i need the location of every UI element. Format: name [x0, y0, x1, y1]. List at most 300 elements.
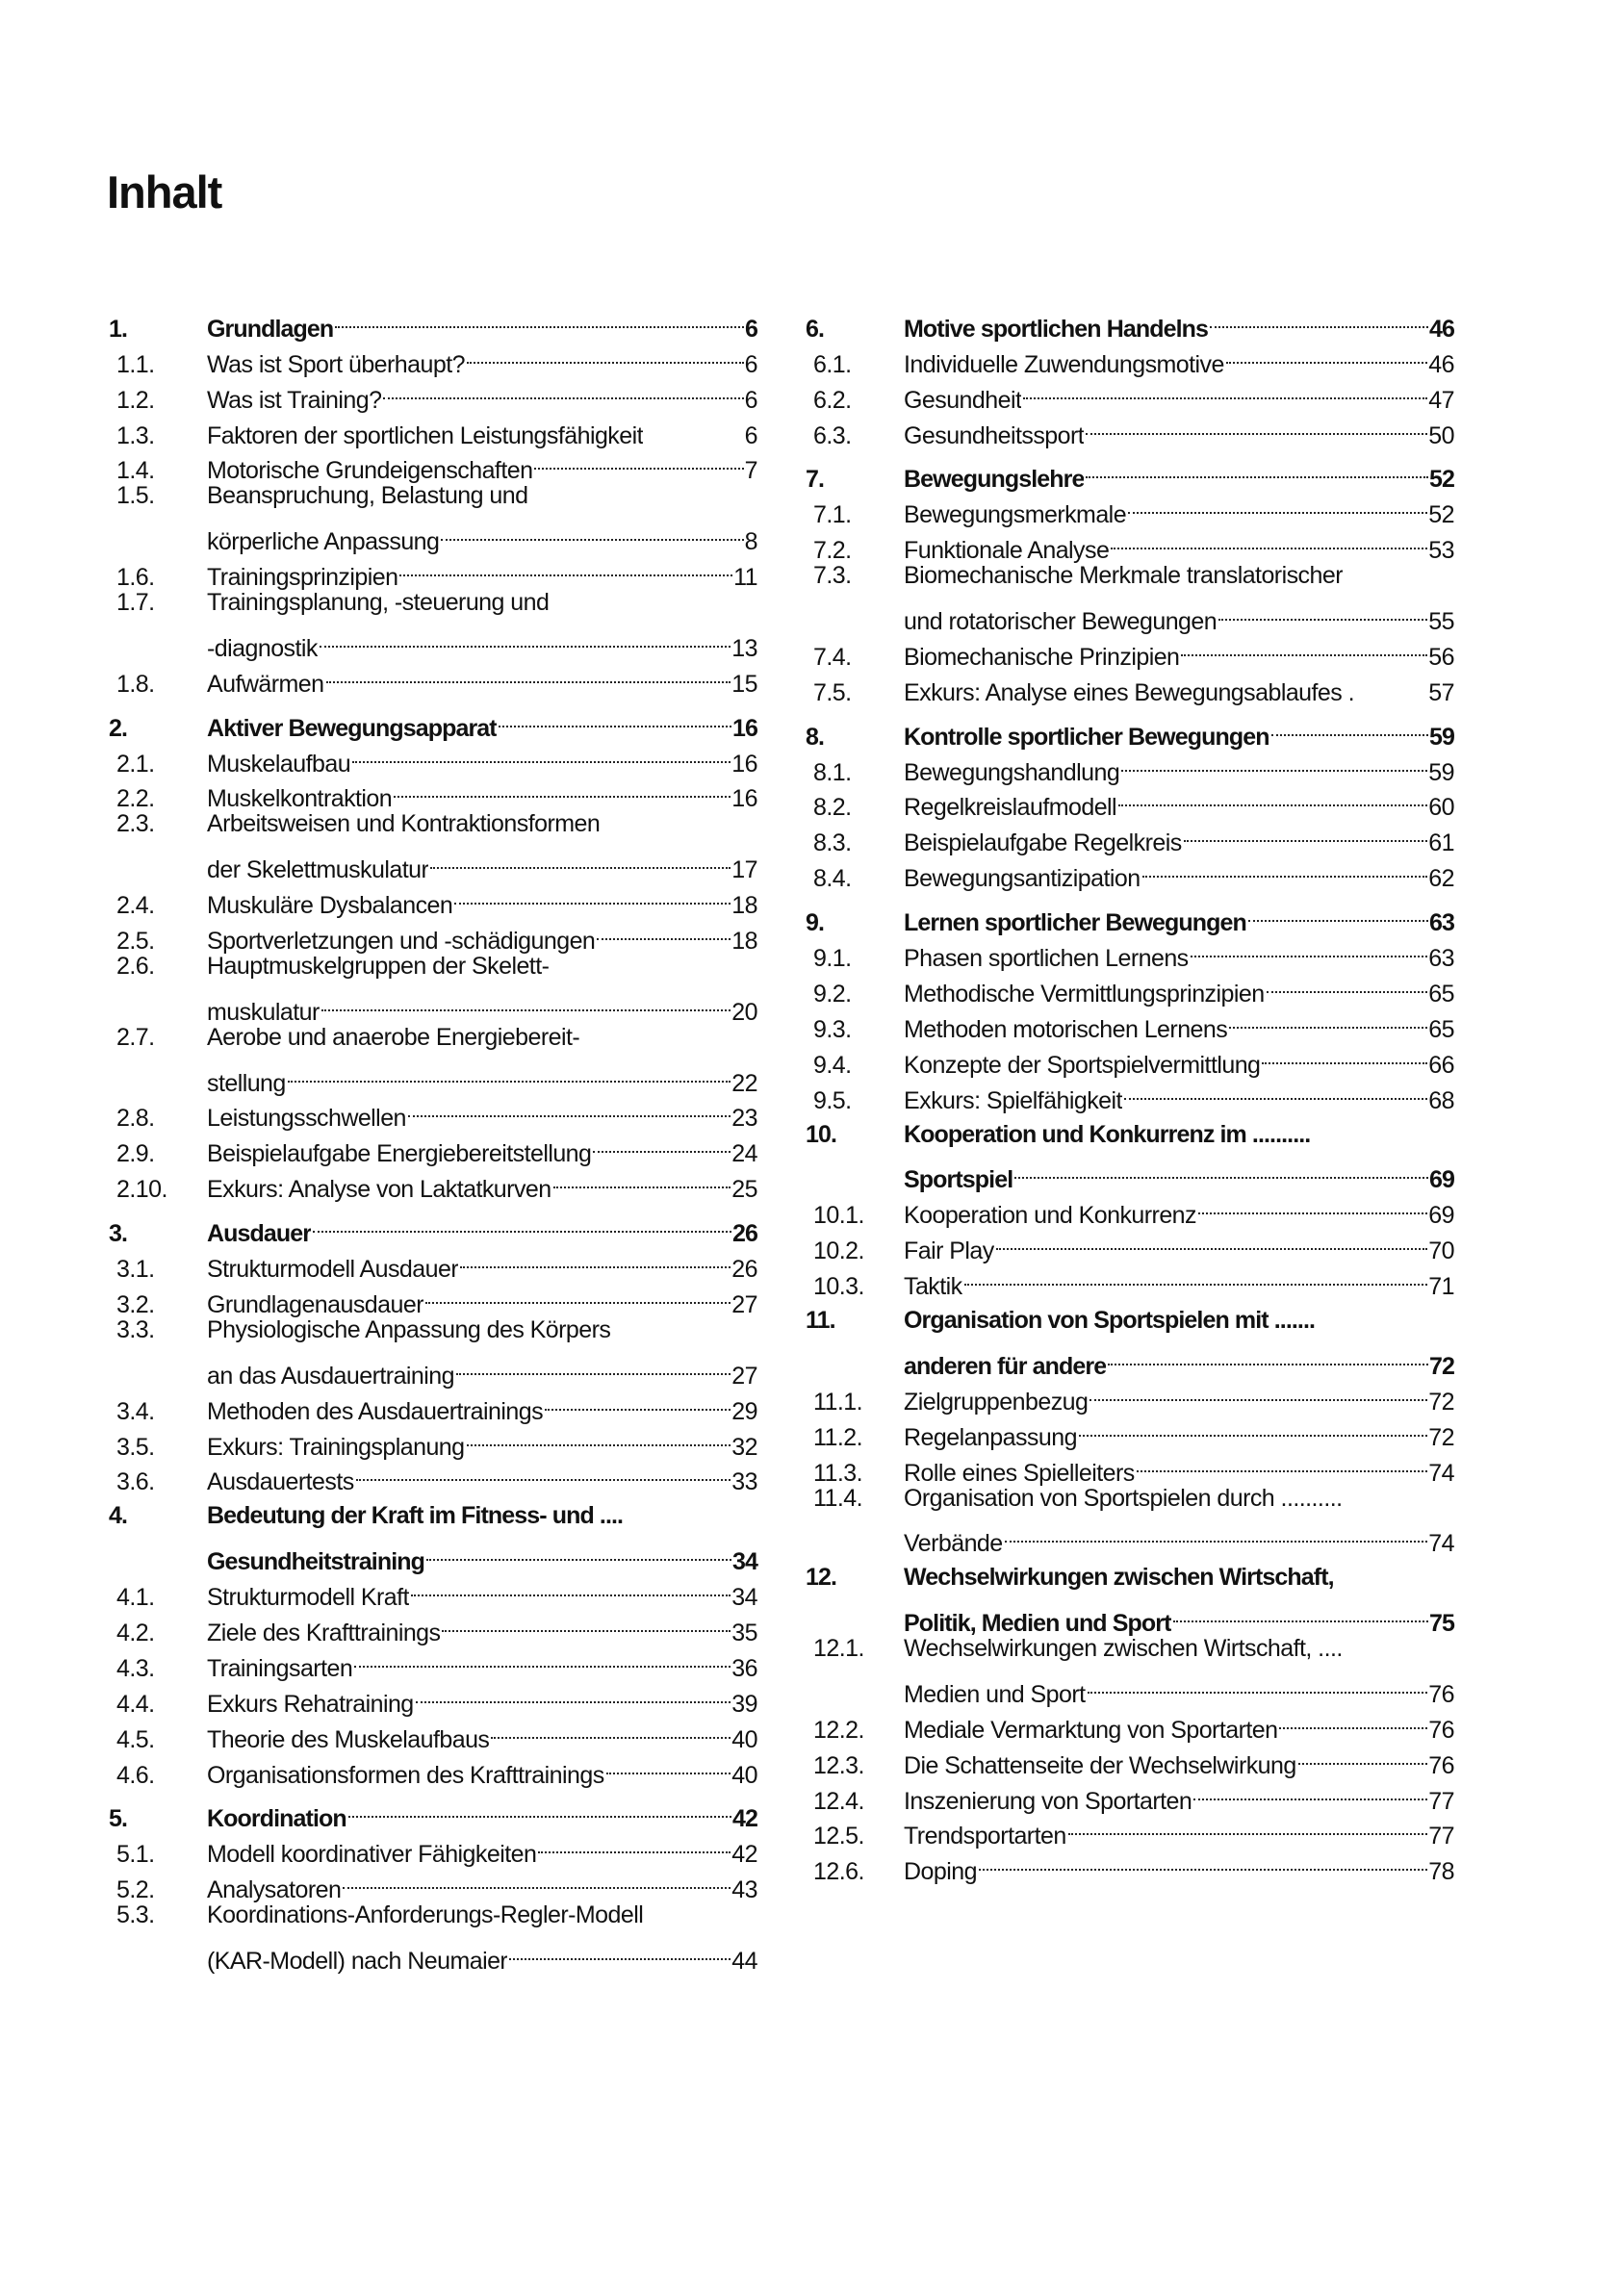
dot-leader [532, 444, 744, 479]
toc-title[interactable]: Theorie des Muskelaufbaus [207, 1725, 490, 1753]
toc-title[interactable]: und rotatorischer Bewegungen [904, 608, 1218, 636]
toc-title[interactable]: Muskelkontraktion [207, 785, 393, 813]
toc-number: 7.2. [813, 537, 852, 565]
toc-page-number[interactable]: 46 [1428, 350, 1454, 378]
dot-leader [962, 1259, 1429, 1294]
toc-title[interactable]: Exkurs Rehatraining [207, 1690, 414, 1718]
toc-title[interactable]: Phasen sportlichen Lernens [904, 945, 1189, 973]
toc-line [806, 1560, 1454, 1595]
toc-title[interactable]: (KAR-Modell) nach Neumaier [207, 1947, 508, 1975]
toc-page-number[interactable]: 59 [1428, 723, 1454, 751]
toc-title[interactable]: Zielgruppenbezug [904, 1388, 1089, 1416]
toc-chapter-entry[interactable] [806, 1560, 1454, 1638]
toc-chapter-entry[interactable] [109, 1206, 757, 1248]
toc-page-number[interactable]: 76 [1428, 1680, 1454, 1708]
toc-number: 6.1. [813, 350, 852, 378]
toc-title[interactable]: Leistungsschwellen [207, 1105, 406, 1133]
toc-chapter-entry[interactable] [109, 1792, 757, 1833]
toc-page-number[interactable]: 42 [731, 1841, 757, 1869]
toc-number: 6.2. [813, 386, 852, 414]
toc-title[interactable]: Motive sportlichen Handelns [904, 315, 1209, 343]
toc-page-number[interactable]: 23 [731, 1105, 757, 1133]
toc-number: 11. [806, 1307, 835, 1335]
toc-number: 12.3. [813, 1751, 864, 1779]
toc-page-number[interactable]: 34 [731, 1584, 757, 1612]
toc-title[interactable]: Rolle eines Spielleiters [904, 1459, 1135, 1487]
toc-title[interactable]: Lernen sportlicher Bewegungen [904, 909, 1246, 937]
toc-number: 7.5. [813, 678, 852, 706]
dot-leader [424, 1534, 732, 1569]
toc-title[interactable]: Regelkreislaufmodell [904, 794, 1117, 822]
toc-title[interactable]: Muskuläre Dysbalancen [207, 892, 453, 920]
toc-number: 1.4. [116, 457, 155, 485]
toc-title[interactable]: Biomechanische Merkmale translatorischer [904, 562, 1343, 590]
dot-leader [465, 337, 745, 372]
dot-leader [333, 301, 745, 337]
dot-leader [1126, 487, 1428, 523]
toc-page-number[interactable]: 25 [731, 1176, 757, 1204]
toc-title[interactable]: Was ist Training? [207, 386, 382, 414]
toc-page-number[interactable]: 15 [731, 670, 757, 698]
toc-page-number[interactable]: 72 [1428, 1388, 1454, 1416]
toc-page-number[interactable]: 78 [1428, 1858, 1454, 1886]
toc-title[interactable]: Muskelaufbau [207, 750, 351, 778]
toc-page-number[interactable]: 50 [1428, 421, 1454, 449]
toc-line [109, 984, 757, 1026]
toc-title[interactable]: Ausdauer [207, 1220, 312, 1248]
toc-page-number[interactable]: 22 [731, 1069, 757, 1097]
toc-section-entry[interactable] [806, 558, 1454, 636]
toc-chapter-entry[interactable] [806, 301, 1454, 343]
toc-chapter-entry[interactable] [806, 709, 1454, 751]
toc-page-number[interactable]: 76 [1428, 1716, 1454, 1744]
toc-page-number[interactable]: 77 [1428, 1787, 1454, 1815]
toc-title[interactable]: Organisation von Sportspielen mit ....... [904, 1307, 1316, 1335]
toc-page-number[interactable]: 69 [1428, 1202, 1454, 1230]
toc-number: 4.6. [116, 1761, 155, 1789]
dot-leader [346, 1792, 732, 1827]
toc-page-number[interactable]: 75 [1428, 1610, 1454, 1638]
toc-page-number[interactable]: 6 [744, 315, 757, 343]
toc-title[interactable]: Methoden motorischen Lernens [904, 1015, 1228, 1043]
toc-page-number[interactable]: 32 [731, 1433, 757, 1461]
toc-title[interactable]: Beanspruchung, Belastung und [207, 482, 528, 510]
toc-number: 2.8. [116, 1105, 155, 1133]
toc-number: 12.5. [813, 1823, 864, 1850]
dot-leader [994, 1223, 1429, 1259]
toc-number: 2.3. [116, 810, 155, 838]
toc-title[interactable]: Bewegungslehre [904, 466, 1085, 494]
toc-title[interactable]: Bedeutung der Kraft im Fitness- und .... [207, 1502, 624, 1530]
toc-number: 3.1. [116, 1256, 155, 1284]
toc-page-number[interactable]: 59 [1428, 758, 1454, 786]
toc-page-number[interactable]: 27 [731, 1362, 757, 1390]
toc-title[interactable]: Aktiver Bewegungsapparat [207, 714, 497, 742]
toc-number: 1.7. [116, 589, 155, 617]
toc-title[interactable]: Was ist Sport überhaupt? [207, 350, 465, 378]
toc-page-number[interactable]: 52 [1428, 466, 1454, 494]
toc-title[interactable]: Methoden des Ausdauertrainings [207, 1397, 544, 1425]
dot-leader [1269, 709, 1429, 745]
toc-page-number[interactable]: 6 [744, 350, 757, 378]
toc-title[interactable]: Trendsportarten [904, 1823, 1066, 1850]
toc-line [806, 594, 1454, 636]
toc-page-number[interactable]: 63 [1428, 909, 1454, 937]
toc-page-number[interactable]: 7 [744, 457, 757, 485]
toc-number: 11.3. [813, 1459, 862, 1487]
toc-chapter-entry[interactable] [806, 1117, 1454, 1194]
dot-leader [1135, 1445, 1429, 1481]
toc-section-entry[interactable] [806, 1481, 1454, 1558]
toc-line [806, 301, 1454, 343]
toc-number: 8.2. [813, 794, 852, 822]
toc-title[interactable]: Koordination [207, 1805, 346, 1833]
toc-page-number[interactable]: 26 [731, 1220, 757, 1248]
dot-leader [406, 1091, 731, 1127]
toc-line [109, 842, 757, 884]
toc-page-number[interactable]: 60 [1428, 794, 1454, 822]
dot-leader [458, 1241, 731, 1277]
toc-title[interactable]: Kooperation und Konkurrenz im .......... [904, 1120, 1311, 1148]
toc-title[interactable]: Gesundheit [904, 386, 1022, 414]
toc-page-number[interactable]: 74 [1428, 1459, 1454, 1487]
toc-number: 9.1. [813, 945, 852, 973]
toc-line [109, 1534, 757, 1576]
toc-title[interactable]: Physiologische Anpassung des Körpers [207, 1315, 611, 1343]
toc-title[interactable]: Strukturmodell Ausdauer [207, 1256, 459, 1284]
dot-leader [465, 1419, 732, 1455]
toc-number: 7.1. [813, 501, 852, 529]
toc-page-number[interactable]: 77 [1428, 1823, 1454, 1850]
toc-page-number[interactable]: 71 [1428, 1273, 1454, 1301]
dot-leader [428, 842, 731, 878]
toc-number: 9.2. [813, 980, 852, 1008]
toc-number: 4.2. [116, 1619, 155, 1646]
dot-leader [1077, 1410, 1428, 1445]
toc-number: 8.4. [813, 865, 852, 893]
toc-title[interactable]: Grundlagenausdauer [207, 1290, 424, 1318]
toc-page-number[interactable]: 17 [731, 856, 757, 884]
toc-line [109, 514, 757, 556]
toc-title[interactable]: Bewegungshandlung [904, 758, 1120, 786]
toc-title[interactable]: der Skelettmuskulatur [207, 856, 429, 884]
toc-line [806, 1339, 1454, 1380]
toc-line [109, 701, 757, 742]
toc-line [806, 1516, 1454, 1558]
toc-page-number[interactable]: 47 [1428, 386, 1454, 414]
toc-number: 1.1. [116, 350, 155, 378]
toc-number: 11.1. [813, 1388, 862, 1416]
toc-page-number[interactable]: 56 [1428, 643, 1454, 671]
toc-number: 2.9. [116, 1140, 155, 1168]
toc-section-entry[interactable] [109, 1898, 757, 1975]
toc-page-number[interactable]: 18 [731, 892, 757, 920]
toc-page-number[interactable]: 34 [731, 1548, 757, 1576]
toc-title[interactable]: Analysatoren [207, 1876, 342, 1904]
toc-section-entry[interactable] [109, 585, 757, 662]
toc-page-number[interactable]: 62 [1428, 865, 1454, 893]
toc-line [109, 1056, 757, 1097]
dot-leader [1189, 931, 1429, 966]
toc-chapter-entry[interactable] [806, 1303, 1454, 1380]
toc-title[interactable]: Bewegungsantizipation [904, 865, 1141, 893]
toc-page-number[interactable]: 65 [1428, 1015, 1454, 1043]
dot-leader [543, 1384, 731, 1419]
dot-leader [536, 1826, 731, 1862]
toc-chapter-entry[interactable] [806, 895, 1454, 937]
toc-page-number[interactable]: 57 [1428, 678, 1454, 706]
toc-line [109, 1348, 757, 1390]
dot-leader [1084, 408, 1428, 444]
toc-number: 12.4. [813, 1787, 864, 1815]
toc-title[interactable]: Fair Play [904, 1237, 994, 1265]
toc-title[interactable]: Inszenierung von Sportarten [904, 1787, 1192, 1815]
toc-page-number[interactable]: 42 [731, 1805, 757, 1833]
toc-section-entry[interactable] [109, 1020, 757, 1097]
toc-page-number[interactable]: 6 [744, 386, 757, 414]
dot-leader [551, 1161, 732, 1197]
toc-title[interactable]: Faktoren der sportlichen Leistungsfähigkeit [207, 421, 644, 449]
toc-title[interactable]: Gesundheitssport [904, 421, 1085, 449]
toc-title[interactable]: Biomechanische Prinzipien [904, 643, 1180, 671]
toc-title[interactable]: Koordinations-Anforderungs-Regler-Modell [207, 1901, 644, 1929]
dot-leader [1260, 1037, 1428, 1073]
toc-title[interactable]: Aerobe und anaerobe Energiebereit- [207, 1023, 580, 1051]
page-title: Inhalt [107, 166, 222, 217]
toc-number: 8.3. [813, 829, 852, 857]
dot-leader [591, 1126, 731, 1161]
toc-chapter-entry[interactable] [806, 452, 1454, 494]
toc-title[interactable]: Grundlagen [207, 315, 334, 343]
toc-page-number[interactable]: 74 [1428, 1530, 1454, 1558]
toc-chapter-entry[interactable] [109, 701, 757, 742]
toc-title[interactable]: muskulatur [207, 998, 320, 1026]
toc-title[interactable]: Exkurs: Trainingsplanung [207, 1433, 465, 1461]
toc-page-number[interactable]: 16 [731, 750, 757, 778]
toc-title[interactable]: Wechselwirkungen zwischen Wirtschaft, .... [904, 1635, 1343, 1663]
toc-number: 12.2. [813, 1716, 864, 1744]
toc-number: 7.4. [813, 643, 852, 671]
toc-line [109, 1898, 757, 1933]
toc-title[interactable]: Ziele des Krafttrainings [207, 1619, 441, 1646]
toc-title[interactable]: körperliche Anpassung [207, 528, 440, 556]
toc-page-number[interactable]: 46 [1428, 315, 1454, 343]
toc-number: 3.6. [116, 1468, 155, 1496]
toc-chapter-entry[interactable] [109, 301, 757, 343]
toc-title[interactable]: stellung [207, 1069, 286, 1097]
toc-page-number[interactable]: 13 [731, 634, 757, 662]
toc-number: 1.8. [116, 670, 155, 698]
toc-number: 11.4. [813, 1484, 862, 1512]
toc-number: 3.5. [116, 1433, 155, 1461]
toc-page-number[interactable]: 18 [731, 928, 757, 956]
dot-leader [381, 372, 744, 408]
toc-page-number[interactable]: 36 [731, 1654, 757, 1682]
toc-title[interactable]: Die Schattenseite der Wechselwirkung [904, 1751, 1296, 1779]
toc-number: 2.2. [116, 785, 155, 813]
toc-section-entry[interactable] [109, 478, 757, 556]
toc-title[interactable]: -diagnostik [207, 634, 318, 662]
toc-title[interactable]: Wechselwirkungen zwischen Wirtschaft, [904, 1564, 1334, 1592]
toc-chapter-entry[interactable] [109, 1498, 757, 1576]
toc-page-number[interactable]: 70 [1428, 1237, 1454, 1265]
toc-title[interactable]: Kontrolle sportlicher Bewegungen [904, 723, 1269, 751]
toc-section-entry[interactable] [109, 806, 757, 884]
dot-leader [1192, 1773, 1428, 1809]
toc-title[interactable]: Konzepte der Sportspielvermittlung [904, 1051, 1261, 1079]
toc-section-entry[interactable] [109, 1313, 757, 1390]
dot-leader [1171, 1595, 1429, 1631]
dot-leader [320, 984, 732, 1020]
toc-page-number[interactable]: 35 [731, 1619, 757, 1646]
toc-title[interactable]: Organisationsformen des Krafttrainings [207, 1761, 604, 1789]
toc-title[interactable]: Ausdauertests [207, 1468, 354, 1496]
dot-leader [977, 1844, 1428, 1879]
dot-leader [1109, 523, 1428, 558]
toc-number: 3.3. [116, 1315, 155, 1343]
dot-leader [1013, 1152, 1429, 1187]
toc-page-number[interactable]: 55 [1428, 608, 1454, 636]
dot-leader [324, 656, 732, 692]
toc-number: 2.10. [116, 1176, 167, 1204]
toc-number: 11.2. [813, 1423, 862, 1451]
dot-leader [1084, 452, 1429, 488]
toc-page-number[interactable]: 65 [1428, 980, 1454, 1008]
toc-page-number[interactable]: 16 [731, 785, 757, 813]
toc-page-number[interactable]: 52 [1428, 501, 1454, 529]
toc-title[interactable]: Bewegungsmerkmale [904, 501, 1127, 529]
toc-number: 10.1. [813, 1202, 864, 1230]
toc-page-number[interactable]: 29 [731, 1397, 757, 1425]
toc-page-number[interactable]: 16 [731, 714, 757, 742]
toc-number: 1.6. [116, 564, 155, 592]
toc-page-number[interactable]: 8 [744, 528, 757, 556]
toc-page-number[interactable]: 69 [1428, 1166, 1454, 1194]
toc-title[interactable]: anderen für andere [904, 1352, 1107, 1380]
toc-title[interactable]: Arbeitsweisen und Kontraktionsformen [207, 810, 601, 838]
toc-title[interactable]: Organisation von Sportspielen durch .......... [904, 1484, 1343, 1512]
dot-leader [352, 1641, 731, 1676]
toc-title[interactable]: Exkurs: Analyse von Laktatkurven [207, 1176, 551, 1204]
toc-number: 2.5. [116, 928, 155, 956]
toc-line [806, 1117, 1454, 1153]
dot-leader [1208, 301, 1429, 337]
toc-title[interactable]: Trainingsarten [207, 1654, 353, 1682]
toc-number: 10.3. [813, 1273, 864, 1301]
toc-line [109, 478, 757, 514]
dot-leader [1119, 745, 1428, 780]
toc-title[interactable]: Beispielaufgabe Energiebereitstellung [207, 1140, 592, 1168]
toc-page-number[interactable]: 61 [1428, 829, 1454, 857]
toc-page-number[interactable]: 40 [731, 1725, 757, 1753]
toc-title[interactable]: Sportspiel [904, 1166, 1013, 1194]
toc-title[interactable]: Hauptmuskelgruppen der Skelett- [207, 953, 550, 981]
toc-page-number[interactable]: 63 [1428, 945, 1454, 973]
toc-title[interactable]: Mediale Vermarktung von Sportarten [904, 1716, 1278, 1744]
toc-page-number[interactable]: 40 [731, 1761, 757, 1789]
toc-line [806, 1481, 1454, 1517]
toc-title[interactable]: Medien und Sport [904, 1680, 1086, 1708]
toc-page-number[interactable]: 27 [731, 1290, 757, 1318]
toc-title[interactable]: Regelanpassung [904, 1423, 1077, 1451]
toc-page-number[interactable]: 39 [731, 1690, 757, 1718]
toc-page-number[interactable]: 44 [731, 1947, 757, 1975]
toc-title[interactable]: Aufwärmen [207, 670, 324, 698]
toc-number: 2. [109, 714, 128, 742]
toc-page-number[interactable]: 66 [1428, 1051, 1454, 1079]
toc-number: 4. [109, 1502, 128, 1530]
toc-page-number[interactable]: 11 [733, 564, 757, 592]
toc-title[interactable]: Funktionale Analyse [904, 537, 1110, 565]
toc-page-number[interactable]: 43 [731, 1876, 757, 1904]
toc-number: 5.3. [116, 1901, 155, 1929]
toc-title[interactable]: an das Ausdauertraining [207, 1362, 454, 1390]
toc-page-number[interactable]: 68 [1428, 1086, 1454, 1114]
toc-number: 9. [806, 909, 825, 937]
toc-title[interactable]: Exkurs: Analyse eines Bewegungsablaufes . [904, 678, 1355, 706]
toc-title[interactable]: Trainingsplanung, -steuerung und [207, 589, 550, 617]
toc-page-number[interactable]: 33 [731, 1468, 757, 1496]
dot-leader [354, 1455, 732, 1491]
dot-leader [341, 1862, 731, 1898]
toc-title[interactable]: Individuelle Zuwendungsmotive [904, 350, 1224, 378]
toc-title[interactable]: Exkurs: Spielfähigkeit [904, 1086, 1122, 1114]
dot-leader [350, 736, 731, 772]
toc-section-entry[interactable] [109, 949, 757, 1026]
toc-page-number[interactable]: 76 [1428, 1751, 1454, 1779]
dot-leader [1217, 594, 1428, 629]
toc-title[interactable]: Doping [904, 1858, 977, 1886]
dot-leader [497, 701, 732, 736]
toc-page-number[interactable]: 26 [731, 1256, 757, 1284]
toc-title[interactable]: Methodische Vermittlungsprinzipien [904, 980, 1265, 1008]
toc-line [806, 1152, 1454, 1194]
toc-page-number[interactable]: 53 [1428, 537, 1454, 565]
toc-line [109, 1792, 757, 1833]
toc-title[interactable]: Beispielaufgabe Regelkreis [904, 829, 1182, 857]
dot-leader [1106, 1339, 1429, 1374]
toc-title[interactable]: Motorische Grundeigenschaften [207, 457, 533, 485]
toc-title[interactable]: Trainingsprinzipien [207, 564, 398, 592]
toc-title[interactable]: Modell koordinativer Fähigkeiten [207, 1841, 537, 1869]
toc-title[interactable]: Taktik [904, 1273, 962, 1301]
toc-page-number[interactable]: 72 [1428, 1352, 1454, 1380]
dot-leader [440, 1605, 731, 1641]
toc-page-number[interactable]: 72 [1428, 1423, 1454, 1451]
toc-page-number[interactable]: 6 [744, 421, 757, 449]
toc-title[interactable]: Kooperation und Konkurrenz [904, 1202, 1196, 1230]
toc-line [109, 585, 757, 621]
toc-title[interactable]: Verbände [904, 1530, 1003, 1558]
toc-number: 1.3. [116, 421, 155, 449]
dot-leader [452, 878, 731, 913]
dot-leader [1122, 1073, 1428, 1109]
toc-number: 5. [109, 1805, 128, 1833]
toc-line [109, 1933, 757, 1975]
toc-title[interactable]: Strukturmodell Kraft [207, 1584, 409, 1612]
toc-section-entry[interactable] [806, 1631, 1454, 1708]
toc-page-number[interactable]: 20 [731, 998, 757, 1026]
toc-number: 5.1. [116, 1841, 155, 1869]
toc-line [109, 621, 757, 662]
toc-line [806, 558, 1454, 594]
toc-title[interactable]: Gesundheitstraining [207, 1548, 424, 1576]
dot-leader [423, 1277, 731, 1313]
toc-title[interactable]: Politik, Medien und Sport [904, 1610, 1171, 1638]
toc-number: 3.4. [116, 1397, 155, 1425]
toc-title[interactable]: Sportverletzungen und -schädigungen [207, 928, 596, 956]
toc-page-number[interactable]: 24 [731, 1140, 757, 1168]
